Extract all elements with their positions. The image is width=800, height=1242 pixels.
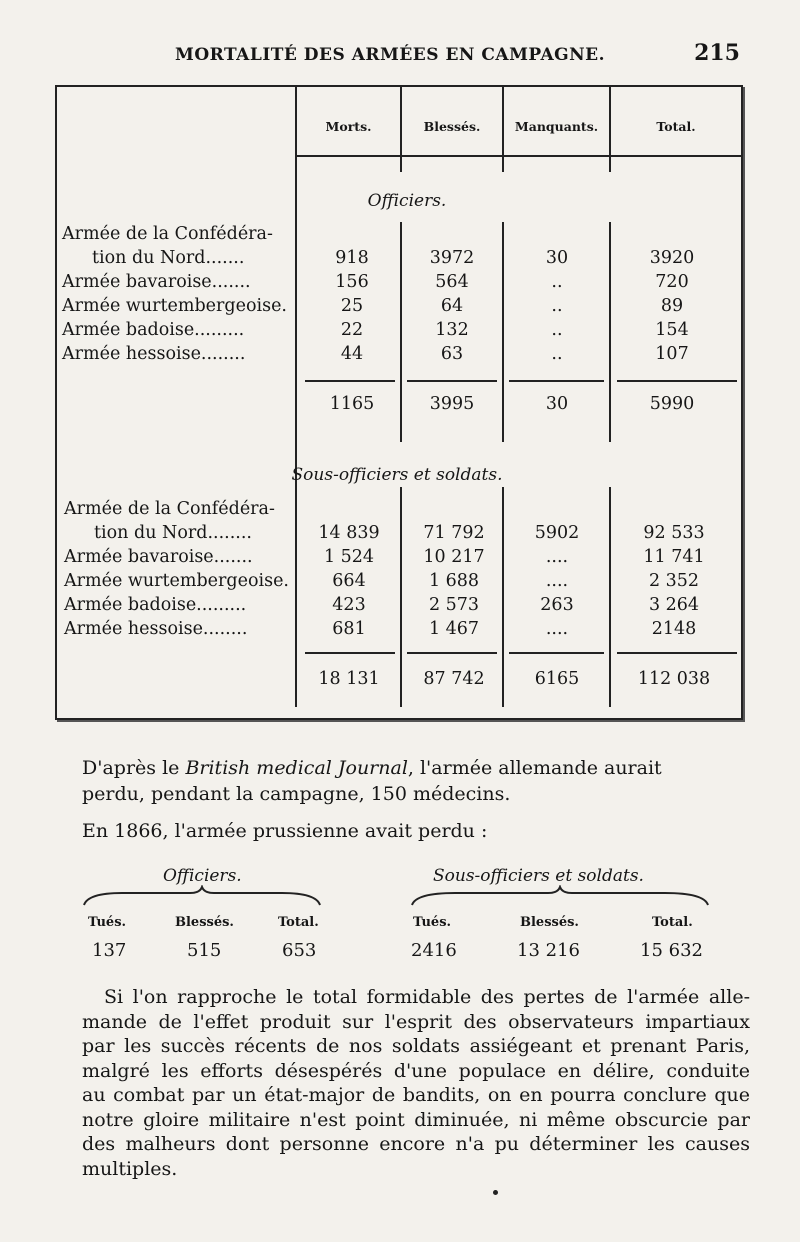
summary-officers-value: 137 [92, 940, 127, 961]
row-label: Armée bavaroise....... [64, 547, 253, 567]
cell-blesses: 1 688 [428, 571, 480, 591]
column-rule [609, 487, 611, 707]
para1-before: D'après le [82, 757, 186, 779]
summary-officers-head: Blessés. [175, 915, 234, 930]
section-title-soldiers: Sous-officiers et soldats. [291, 465, 503, 485]
row-label: Armée wurtembergeoise. [64, 571, 289, 591]
cell-total: 2 352 [648, 571, 700, 591]
summary-soldiers-title: Sous-officiers et soldats. [433, 866, 644, 886]
sum-rule [509, 380, 604, 382]
sum-rule [305, 380, 395, 382]
summary-soldiers-value: 2416 [411, 940, 457, 961]
cell-morts: 681 [332, 619, 366, 639]
column-rule [295, 87, 297, 707]
total-morts: 18 131 [318, 669, 380, 689]
summary-officers-head: Total. [278, 915, 319, 930]
cell-total: 89 [660, 296, 684, 316]
cell-manquants: 5902 [534, 523, 580, 543]
paragraph-british-journal [82, 755, 742, 807]
cell-blesses: 564 [435, 272, 469, 292]
cell-total: 3920 [649, 248, 695, 268]
cell-morts: 14 839 [318, 523, 380, 543]
page-number: 215 [694, 40, 740, 66]
para1-after: , l'armée allemande aurait [407, 757, 662, 779]
cell-manquants: 30 [545, 248, 569, 268]
cell-total: 107 [655, 344, 689, 364]
running-header [175, 40, 740, 66]
cell-manquants: 263 [540, 595, 574, 615]
cell-blesses: 64 [440, 296, 464, 316]
summary-officers-title: Officiers. [163, 866, 242, 886]
cell-manquants: .... [545, 547, 569, 567]
sum-rule [407, 652, 497, 654]
cell-morts: 25 [340, 296, 364, 316]
cell-morts: 1 524 [323, 547, 375, 567]
total-morts: 1165 [329, 394, 375, 414]
summary-soldiers-head: Total. [652, 915, 693, 930]
closing-line: des malheurs dont personne encore n'a pu déterminer les causes [82, 1133, 750, 1155]
cell-total: 92 533 [643, 523, 705, 543]
cell-total: 3 264 [648, 595, 700, 615]
cell-blesses: 3972 [429, 248, 475, 268]
sum-rule [305, 652, 395, 654]
closing-paragraph [82, 985, 750, 1181]
row-label: Armée badoise......... [64, 595, 247, 615]
total-blesses: 3995 [429, 394, 475, 414]
cell-morts: 423 [332, 595, 366, 615]
cell-morts: 156 [335, 272, 369, 292]
col-head-manquants: Manquants. [514, 119, 599, 134]
summary-officers-value: 515 [187, 940, 222, 961]
row-label: Armée wurtembergeoise. [62, 296, 287, 316]
total-total: 112 038 [637, 669, 711, 689]
cell-total: 154 [655, 320, 689, 340]
header-rule [297, 155, 741, 157]
row-label: Armée hessoise........ [64, 619, 248, 639]
row-label: Armée hessoise........ [62, 344, 246, 364]
para1-line2: perdu, pendant la campagne, 150 médecins. [82, 783, 511, 805]
cell-blesses: 10 217 [423, 547, 485, 567]
ink-dot [493, 1190, 498, 1195]
column-rule [400, 487, 402, 707]
total-manquants: 30 [545, 394, 569, 414]
brace-officers [82, 885, 322, 907]
cell-morts: 22 [340, 320, 364, 340]
cell-blesses: 63 [440, 344, 464, 364]
summary-soldiers-value: 13 216 [517, 940, 580, 961]
col-head-morts: Morts. [325, 119, 372, 134]
sum-rule [617, 380, 737, 382]
closing-line: malgré les efforts désespérés d'une populace en délire, conduite [82, 1059, 750, 1082]
cell-total: 11 741 [643, 547, 705, 567]
row-label: Armée badoise......... [62, 320, 245, 340]
col-head-blesses: Blessés. [423, 119, 481, 134]
sum-rule [617, 652, 737, 654]
closing-line: notre gloire militaire n'est point diminuée, ni même obscurcie par [82, 1108, 750, 1131]
brace-soldiers [410, 885, 710, 907]
row-label: Armée de la Confédéra- [64, 499, 275, 519]
cell-manquants: .. [551, 272, 563, 292]
total-manquants: 6165 [534, 669, 580, 689]
sum-rule [407, 380, 497, 382]
column-rule [609, 222, 611, 442]
closing-line: par les succès récents de nos soldats assiégeant et prenant Paris, [82, 1035, 750, 1057]
cell-manquants: .. [551, 296, 563, 316]
column-rule [502, 222, 504, 442]
cell-morts: 918 [335, 248, 369, 268]
summary-officers-value: 653 [282, 940, 317, 961]
closing-line: multiples. [82, 1157, 178, 1180]
total-total: 5990 [649, 394, 695, 414]
row-label: Armée bavaroise....... [62, 272, 251, 292]
col-head-total: Total. [656, 119, 696, 134]
closing-line: mande de l'effet produit sur l'esprit des observateurs impartiaux [82, 1010, 750, 1033]
row-label: tion du Nord........ [94, 523, 252, 543]
cell-morts: 664 [332, 571, 366, 591]
cell-manquants: .. [551, 344, 563, 364]
section-title-officers: Officiers. [367, 191, 447, 211]
cell-blesses: 71 792 [423, 523, 485, 543]
cell-manquants: .. [551, 320, 563, 340]
paragraph-1866: En 1866, l'armée prussienne avait perdu : [82, 820, 488, 842]
header-title: MORTALITÉ DES ARMÉES EN CAMPAGNE. [175, 45, 606, 65]
journal-title: British medical Journal [185, 757, 408, 779]
summary-officers-head: Tués. [88, 915, 127, 930]
summary-soldiers-head: Blessés. [520, 915, 579, 930]
mortality-table [55, 85, 743, 720]
closing-line: Si l'on rapproche le total formidable des pertes de l'armée alle- [104, 986, 750, 1008]
total-blesses: 87 742 [423, 669, 485, 689]
cell-blesses: 132 [435, 320, 469, 340]
cell-manquants: .... [545, 619, 569, 639]
row-label: Armée de la Confédéra- [62, 224, 273, 244]
row-label: tion du Nord....... [92, 248, 245, 268]
summary-soldiers-head: Tués. [413, 915, 452, 930]
closing-line: au combat par un état-major de bandits, on en pourra conclure que [82, 1084, 750, 1106]
sum-rule [509, 652, 604, 654]
cell-manquants: .... [545, 571, 569, 591]
cell-total: 2148 [651, 619, 697, 639]
cell-blesses: 2 573 [428, 595, 480, 615]
cell-total: 720 [655, 272, 689, 292]
cell-blesses: 1 467 [428, 619, 480, 639]
summary-soldiers-value: 15 632 [640, 940, 703, 961]
cell-morts: 44 [340, 344, 364, 364]
